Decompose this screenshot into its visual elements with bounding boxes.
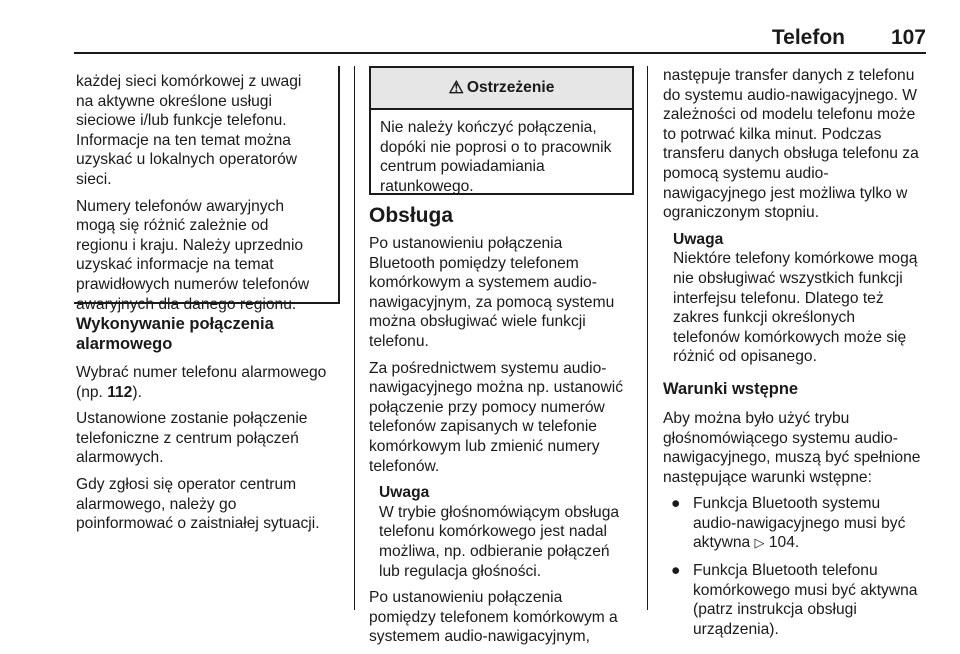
paragraph-operation-examples: Za pośrednictwem systemu audio- nawigacyjnego można np. ustanowić połączenie przy pomocy numerów telefonów zapisanych w telefonie komórkowym lub zmienić numery telefonów. xyxy=(369,359,623,475)
page-number: 107 xyxy=(890,26,926,49)
note-handsfree: Uwaga W trybie głośnomówiącym obsługa telefonu komórkowego jest nadal możliwa, np. odbieranie połączeń lub regulacja głośności. xyxy=(369,483,641,581)
paragraph-data-transfer: następuje transfer danych z telefonu do systemu audio-nawigacyjnego. W zależności od modelu telefonu może to potrwać kilka minut. Podczas transferu danych obsługa telefonu za pomocą systemu audio- nawigacyjnego jest możliwa tylko w ograniczonym stopniu. xyxy=(663,67,919,222)
warning-text: Nie należy kończyć połączenia, dopóki nie poprosi o to pracownik centrum powiadamiania ratunkowego. xyxy=(380,119,612,195)
column-3-body xyxy=(663,66,933,647)
section-heading-operation: Obsługa xyxy=(369,204,454,227)
paragraph-connection: Ustanowione zostanie połączenie telefoniczne z centrum połączeń alarmowych. xyxy=(76,410,308,467)
column-divider-left xyxy=(354,66,355,610)
warning-title: Ostrzeżenie xyxy=(466,79,555,96)
section-heading-prerequisites: Warunki wstępne xyxy=(663,379,799,398)
warning-triangle-icon: ⚠ xyxy=(448,78,464,97)
column-divider-right xyxy=(647,66,648,610)
paragraph-prerequisites: Aby można było użyć trybu głośnomówiącego systemu audio- nawigacyjnego, muszą być spełnione następujące warunki wstępne: xyxy=(663,409,921,486)
chapter-title: Telefon xyxy=(771,26,845,49)
emergency-number: 112 xyxy=(107,383,133,401)
warning-header xyxy=(371,68,632,110)
bullet-icon: ● xyxy=(671,562,681,580)
column-1-body xyxy=(76,314,346,541)
paragraph-operator: Gdy zgłosi się operator centrum alarmowego, należy go poinformować o zaistniałej sytuacji. xyxy=(76,475,320,533)
paragraph-after-connection: Po ustanowieniu połączenia pomiędzy telefonem komórkowym a systemem audio-nawigacyjnym, xyxy=(369,589,618,646)
box-paragraph-1: każdej sieci komórkowej z uwagi na aktywne określone usługi sieciowe i/lub funkcje telefonu. Informacje na ten temat można uzyskać u lokalnych operatorów sieci. xyxy=(76,73,302,188)
bullet-icon: ● xyxy=(671,495,681,513)
page-reference[interactable]: 104. xyxy=(764,534,800,552)
paragraph-dial-number: Wybrać numer telefonu alarmowego (np. 112). xyxy=(76,364,327,401)
list-item: ● Funkcja Bluetooth telefonu komórkowego musi być aktywna (patrz instrukcja obsługi urządzenia). xyxy=(671,562,918,638)
note-title: Uwaga xyxy=(673,230,724,248)
note-title: Uwaga xyxy=(379,484,430,502)
section-heading-emergency-call: Wykonywanie połączenia alarmowego xyxy=(76,315,274,353)
page-reference-arrow-icon[interactable]: ▷ xyxy=(754,535,765,551)
continued-info-box xyxy=(74,66,340,313)
box-paragraph-2: Numery telefonów awaryjnych mogą się różnić zależnie od regionu i kraju. Należy uprzednio uzyskać informacje na temat prawidłowych numerów telefonów awaryjnych dla danego regionu. xyxy=(76,197,310,313)
paragraph-operation-intro: Po ustanowieniu połączenia Bluetooth pomiędzy telefonem komórkowym a systemem audio- nawigacyjnym, za pomocą systemu można obsługiwać wiele funkcji telefonu. xyxy=(369,235,615,350)
note-phone-support: Uwaga Niektóre telefony komórkowe mogą nie obsługiwać wszystkich funkcji interfejsu telefonu. Dlatego też zakres funkcji określonych telefonów komórkowych może się różnić od opisanego. xyxy=(663,230,933,367)
list-item: ● Funkcja Bluetooth systemu audio-nawigacyjnego musi być aktywna ▷ 104. xyxy=(671,495,906,552)
warning-box xyxy=(369,66,634,195)
header-rule xyxy=(74,52,926,54)
column-2-body xyxy=(369,204,641,654)
prerequisites-list xyxy=(663,494,933,639)
